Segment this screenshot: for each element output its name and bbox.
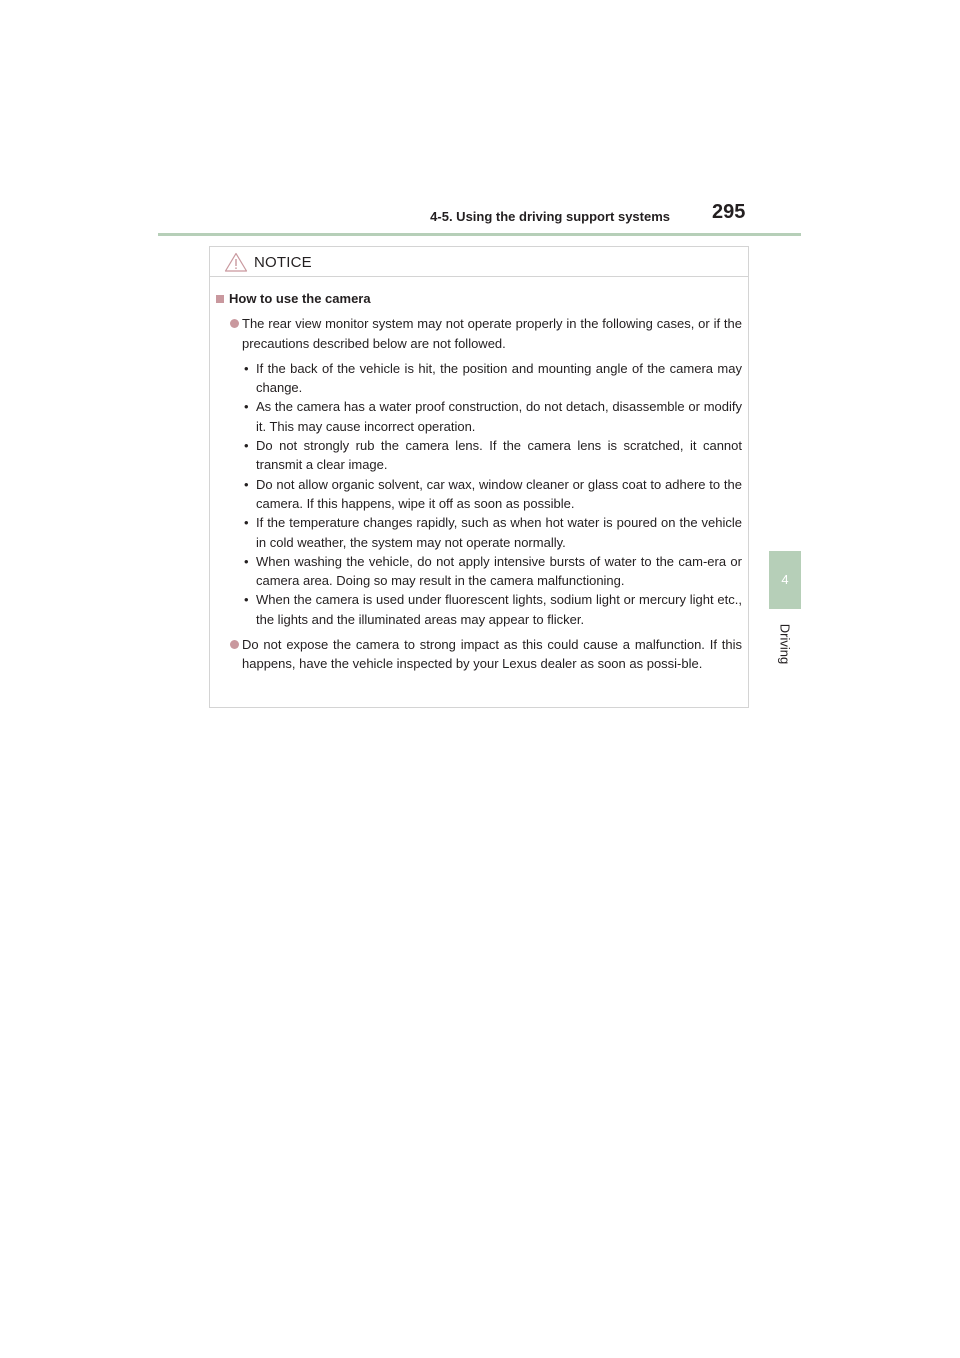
sub-list-item (210, 513, 748, 552)
notice-box (209, 246, 749, 708)
chapter-tab[interactable]: 4 (769, 551, 801, 609)
sub-list-item-text: As the camera has a water proof construction, do not detach, disassemble or modify it. This may cause incorrect operation. (256, 399, 742, 434)
sub-list-item-text: Do not allow organic solvent, car wax, window cleaner or glass coat to adhere to the camera. If this happens, wipe it off as soon as possible. (256, 476, 742, 511)
sub-list-item (210, 359, 748, 398)
list-item-text: The rear view monitor system may not operate properly in the following cases, or if the precautions described below are not followed. (242, 316, 742, 351)
sub-bullet: • (244, 360, 249, 376)
sub-list-item (210, 436, 748, 475)
sub-list (210, 359, 748, 629)
section-title (210, 289, 748, 308)
sub-bullet: • (244, 515, 249, 531)
sub-list-item (210, 475, 748, 514)
warning-triangle-icon (224, 252, 248, 272)
sub-bullet: • (244, 553, 249, 569)
sub-bullet: • (244, 592, 249, 608)
chapter-tab-label: Driving (777, 623, 793, 665)
sub-bullet: • (244, 399, 249, 415)
sub-bullet: • (244, 438, 249, 454)
list-item (210, 314, 748, 353)
page-number: 295 (712, 201, 746, 223)
list-item (210, 635, 748, 674)
round-bullet-icon (230, 319, 239, 328)
sub-list-item-text: When washing the vehicle, do not apply intensive bursts of water to the cam-era or camera area. Doing so may result in the camera malfunctioning. (256, 553, 742, 589)
sub-list-item (210, 552, 748, 591)
sub-bullet: • (244, 476, 249, 492)
round-bullet-icon (230, 640, 239, 649)
sub-list-item (210, 397, 748, 436)
sub-list-item-text: Do not strongly rub the camera lens. If the camera lens is scratched, it cannot transmit a clear image. (256, 438, 742, 473)
notice-content (210, 289, 748, 674)
square-bullet-icon (216, 295, 224, 303)
sub-list-item-text: When the camera is used under fluorescent lights, sodium light or mercury light etc., the lights and the illuminated areas may appear to flicker. (256, 592, 742, 627)
sub-list-item-text: If the temperature changes rapidly, such as when hot water is poured on the vehicle in cold weather, the system may not operate normally. (256, 515, 742, 550)
notice-label: NOTICE (254, 254, 312, 271)
section-title-text: How to use the camera (229, 291, 371, 306)
sub-list-item (210, 590, 748, 629)
list-item-text: Do not expose the camera to strong impact as this could cause a malfunction. If this happens, have the vehicle inspected by your Lexus dealer as soon as possi-ble. (242, 637, 742, 672)
sub-list-item-text: If the back of the vehicle is hit, the position and mounting angle of the camera may change. (256, 360, 742, 396)
notice-header (210, 247, 748, 277)
header-rule (158, 233, 801, 236)
running-header-title: 4-5. Using the driving support systems (430, 209, 670, 224)
